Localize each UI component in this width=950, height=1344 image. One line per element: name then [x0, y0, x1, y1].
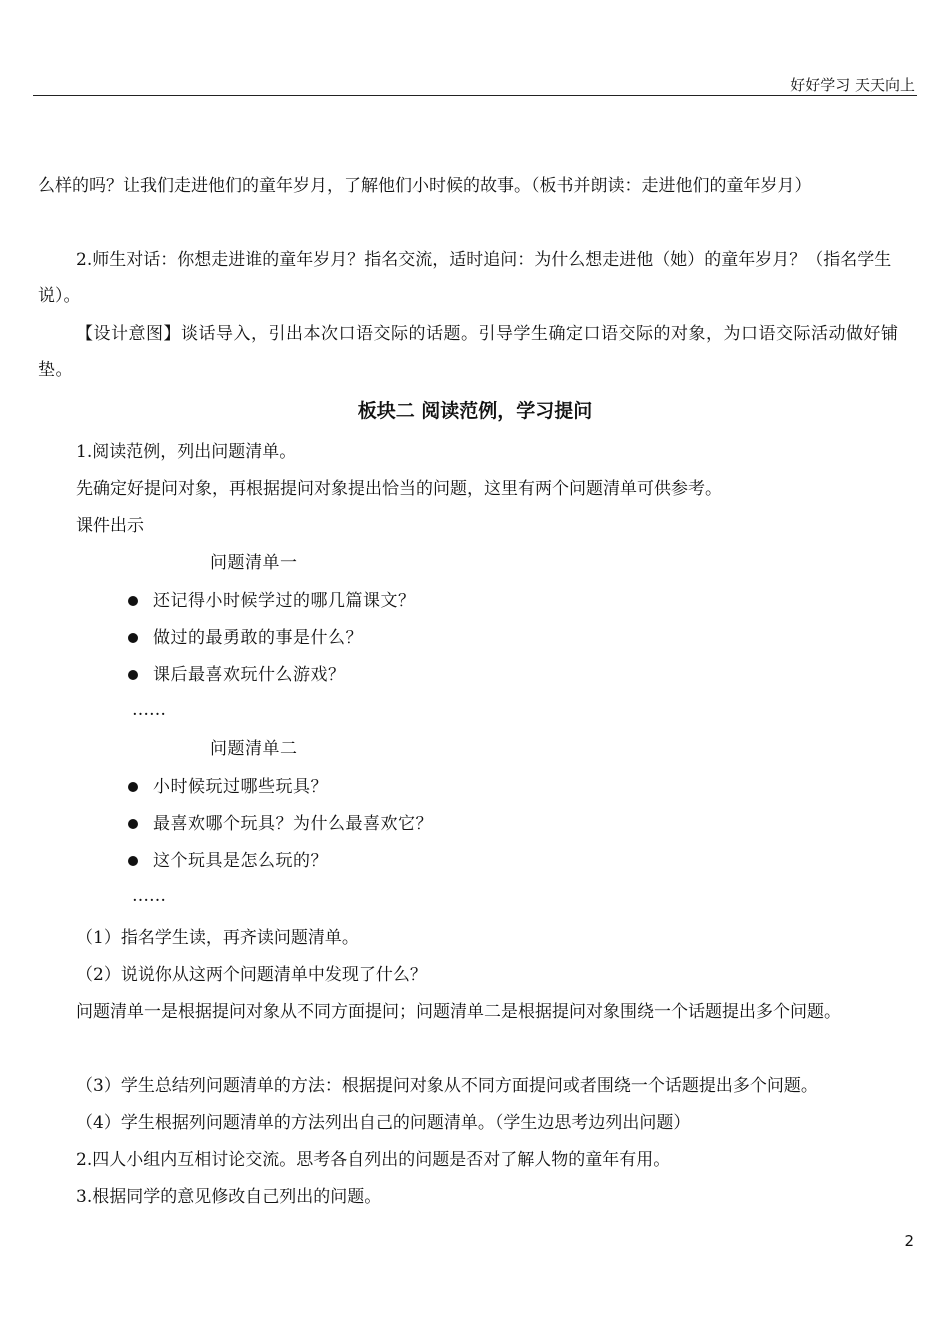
findings-paragraph: 问题清单一是根据提问对象从不同方面提问；问题清单二是根据提问对象围绕一个话题提出多个问题。 [76, 1002, 841, 1022]
list-1-item: 做过的最勇敢的事是什么？ [153, 628, 363, 648]
sub-step-1: （1）指名学生读，再齐读问题清单。 [76, 928, 359, 948]
instruction-line: 先确定好提问对象，再根据提问对象提出恰当的问题，这里有两个问题清单可供参考。 [76, 479, 722, 499]
design-intent-paragraph: 【设计意图】谈话导入，引出本次口语交际的话题。引导学生确定口语交际的对象，为口语交际活动做好铺垫。 [38, 324, 899, 380]
step-3-revise-questions: 3.根据同学的意见修改自己列出的问题。 [76, 1187, 382, 1207]
list-1-item: 还记得小时候学过的哪几篇课文？ [153, 591, 416, 611]
courseware-label: 课件出示 [76, 516, 144, 536]
page-number: 2 [904, 1232, 914, 1250]
page-header-text: 好好学习 天天向上 [790, 76, 915, 94]
section-title: 板块二 阅读范例，学习提问 [357, 400, 593, 422]
list-2-item: 小时候玩过哪些玩具？ [153, 777, 328, 797]
bullet-icon [128, 596, 138, 606]
bullet-icon [128, 670, 138, 680]
sub-step-3: （3）学生总结列问题清单的方法：根据提问对象从不同方面提问或者围绕一个话题提出多个问题。 [76, 1076, 818, 1096]
list-2-title: 问题清单二 [210, 739, 298, 759]
bullet-icon [128, 782, 138, 792]
list-2-ellipsis: …… [132, 886, 166, 906]
header-rule [33, 95, 917, 96]
list-1-ellipsis: …… [132, 700, 166, 720]
sub-step-2: （2）说说你从这两个问题清单中发现了什么？ [76, 965, 427, 985]
intro-paragraph-1: 么样的吗？让我们走进他们的童年岁月，了解他们小时候的故事。（板书并朗读：走进他们的童年岁月） [38, 176, 812, 196]
list-1-title: 问题清单一 [210, 553, 298, 573]
intro-paragraph-2: 2.师生对话：你想走进谁的童年岁月？指名交流，适时追问：为什么想走进他（她）的童年岁月？（指名学生说）。 [38, 250, 892, 306]
bullet-icon [128, 633, 138, 643]
bullet-icon [128, 819, 138, 829]
list-2-item: 最喜欢哪个玩具？为什么最喜欢它？ [153, 814, 433, 834]
step-2-group-discussion: 2.四人小组内互相讨论交流。思考各自列出的问题是否对了解人物的童年有用。 [76, 1150, 671, 1170]
sub-step-4: （4）学生根据列问题清单的方法列出自己的问题清单。（学生边思考边列出问题） [76, 1113, 691, 1133]
step-1-read-examples: 1.阅读范例，列出问题清单。 [76, 442, 297, 462]
bullet-icon [128, 856, 138, 866]
list-2-item: 这个玩具是怎么玩的？ [153, 851, 328, 871]
list-1-item: 课后最喜欢玩什么游戏？ [153, 665, 346, 685]
